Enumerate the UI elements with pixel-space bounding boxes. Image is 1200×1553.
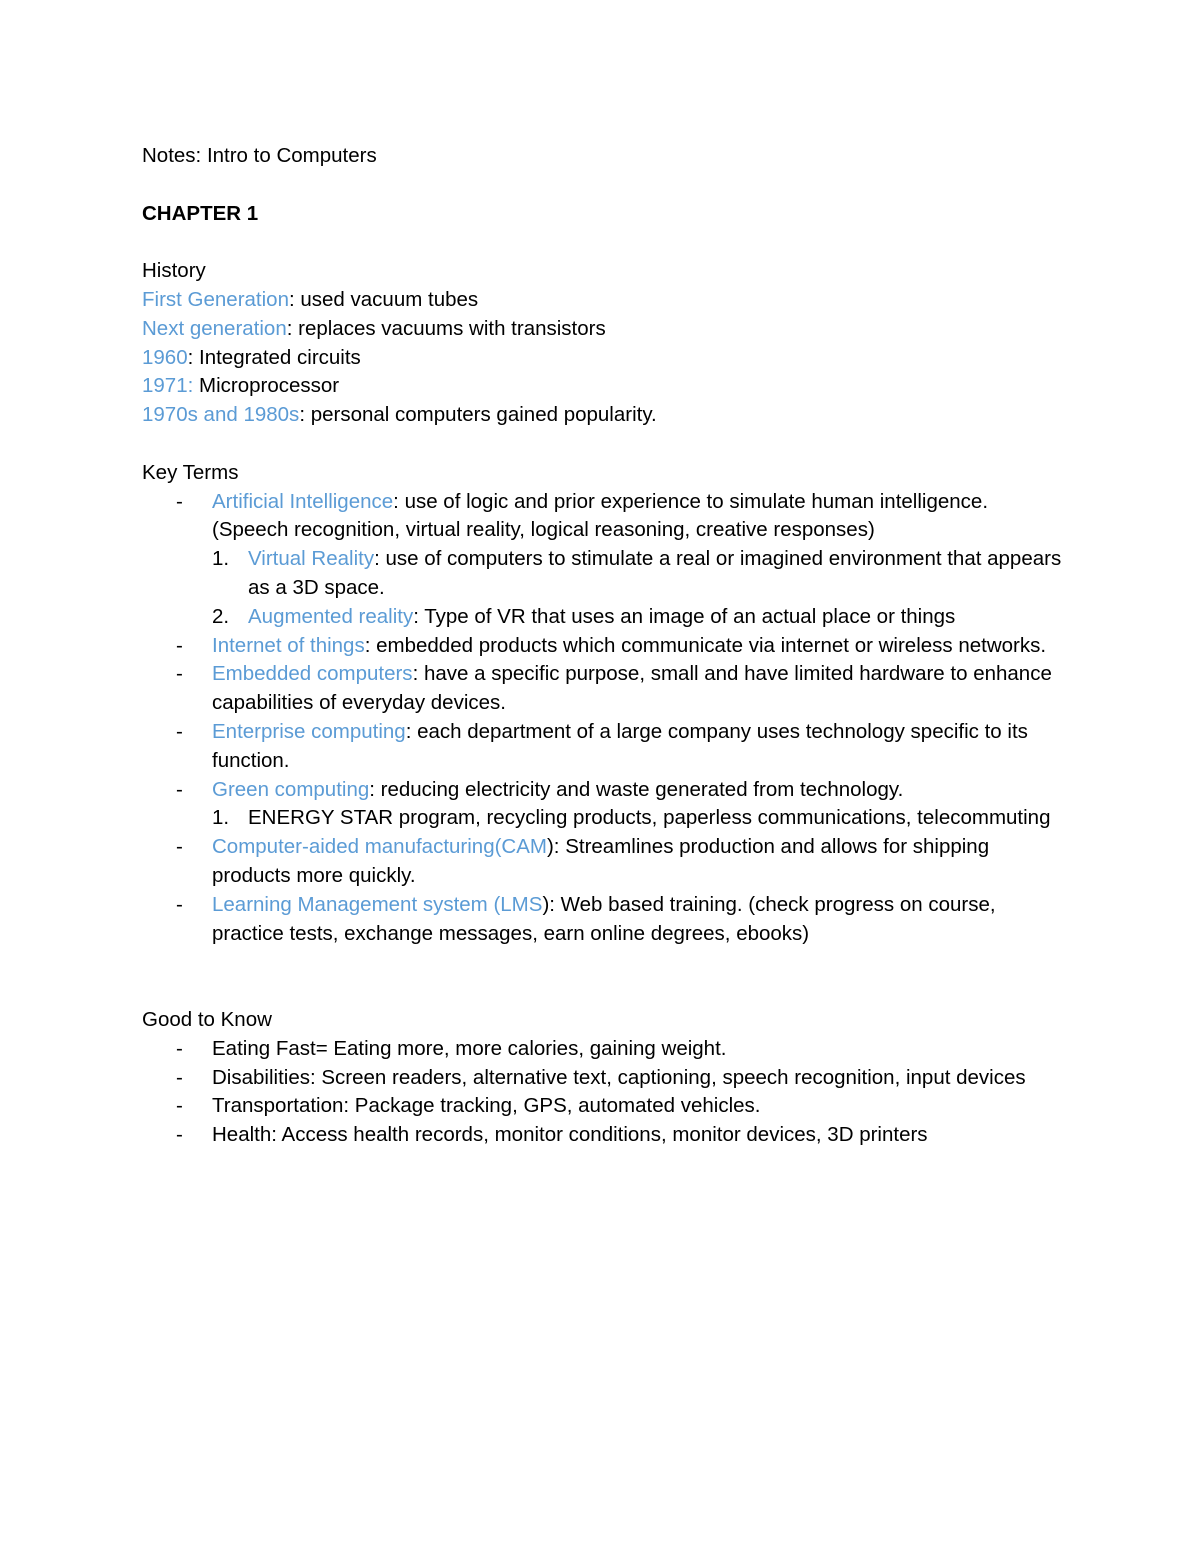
- key-term-definition: : embedded products which communicate via internet or wireless networks.: [364, 633, 1047, 657]
- history-text: : replaces vacuums with transistors: [286, 316, 606, 340]
- key-term-item: [142, 488, 1062, 546]
- key-term-item: [142, 718, 1062, 776]
- history-term: 1970s and 1980s: [142, 403, 300, 427]
- key-term-item: [142, 632, 1062, 661]
- history-entry: [142, 372, 1062, 401]
- bullet-dash: -: [176, 1036, 183, 1060]
- key-term: Embedded computers: [212, 662, 413, 686]
- key-term: Green computing: [212, 777, 370, 801]
- key-term: Learning Management system (LMS: [212, 892, 543, 916]
- sub-term-definition: ENERGY STAR program, recycling products, paperless communications, telecommuting: [248, 806, 1051, 830]
- bullet-dash: -: [176, 1094, 183, 1118]
- spacer: [142, 171, 1062, 200]
- good-to-know-text: Eating Fast= Eating more, more calories, gaining weight.: [212, 1036, 727, 1060]
- key-term-subitem: [142, 545, 1062, 603]
- key-term-item: [142, 833, 1062, 891]
- history-text: : personal computers gained popularity.: [299, 403, 657, 427]
- document-content: [142, 142, 1062, 1150]
- key-term-item: [142, 660, 1062, 718]
- good-to-know-text: Transportation: Package tracking, GPS, automated vehicles.: [212, 1094, 761, 1118]
- good-to-know-heading: Good to Know: [142, 1007, 272, 1031]
- bullet-dash: -: [176, 719, 183, 743]
- bullet-dash: -: [176, 835, 183, 859]
- subitem-number: 1.: [212, 547, 230, 571]
- bullet-dash: -: [176, 633, 183, 657]
- key-term: Artificial Intelligence: [212, 489, 394, 513]
- history-text: : Integrated circuits: [187, 345, 361, 369]
- history-entry: [142, 286, 1062, 315]
- sub-term-definition: : Type of VR that uses an image of an actual place or things: [413, 604, 956, 628]
- bullet-dash: -: [176, 892, 183, 916]
- key-term: Enterprise computing: [212, 719, 406, 743]
- key-term-item: [142, 891, 1062, 949]
- history-entry: [142, 401, 1062, 430]
- chapter-heading: CHAPTER 1: [142, 201, 259, 225]
- sub-term-definition: : use of computers to stimulate a real or imagined environment that appears as a 3D space.: [248, 547, 1062, 599]
- key-term-definition: ): Streamlines production and allows for shipping products more quickly.: [212, 835, 990, 887]
- subitem-number: 2.: [212, 604, 230, 628]
- key-term: Internet of things: [212, 633, 365, 657]
- history-entry: [142, 315, 1062, 344]
- history-term: Next generation: [142, 316, 287, 340]
- good-to-know-item: [142, 1092, 1062, 1121]
- key-term-definition: ): Web based training. (check progress on course, practice tests, exchange messages, earn online degrees, ebooks): [212, 892, 996, 945]
- history-term: 1960: [142, 345, 188, 369]
- bullet-dash: -: [176, 1065, 183, 1089]
- spacer: [142, 948, 1062, 1006]
- good-to-know-text: Health: Access health records, monitor conditions, monitor devices, 3D printers: [212, 1123, 928, 1147]
- sub-term: Virtual Reality: [248, 547, 375, 571]
- key-term-item: [142, 776, 1062, 805]
- document-title: Notes: Intro to Computers: [142, 144, 377, 167]
- history-text: : used vacuum tubes: [288, 287, 479, 311]
- key-term-subitem: [142, 603, 1062, 632]
- good-to-know-item: [142, 1121, 1062, 1150]
- bullet-dash: -: [176, 1123, 183, 1147]
- bullet-dash: -: [176, 489, 183, 513]
- good-to-know-text: Disabilities: Screen readers, alternative text, captioning, speech recognition, input devices: [212, 1065, 1026, 1089]
- key-term: Computer-aided manufacturing(CAM: [212, 835, 547, 859]
- key-term-definition: : reducing electricity and waste generated from technology.: [369, 777, 904, 801]
- history-entry: [142, 344, 1062, 373]
- good-to-know-item: [142, 1064, 1062, 1093]
- history-heading: History: [142, 259, 206, 283]
- bullet-dash: -: [176, 777, 183, 801]
- history-term: 1971:: [142, 374, 194, 398]
- good-to-know-item: [142, 1035, 1062, 1064]
- spacer: [142, 228, 1062, 257]
- key-term-subitem: [142, 804, 1062, 833]
- history-term: First Generation: [142, 287, 289, 311]
- bullet-dash: -: [176, 662, 183, 686]
- key-term-definition: : each department of a large company uses technology specific to its function.: [212, 719, 1028, 772]
- spacer: [142, 430, 1062, 459]
- key-term-definition: : have a specific purpose, small and have limited hardware to enhance capabilities of everyday devices.: [212, 662, 1052, 715]
- subitem-number: 1.: [212, 806, 230, 830]
- key-term-definition: : use of logic and prior experience to simulate human intelligence. (Speech recognition, virtual reality, logical reasoning, creative responses): [212, 489, 989, 542]
- history-text: Microprocessor: [193, 374, 340, 398]
- key-terms-heading: Key Terms: [142, 460, 239, 484]
- sub-term: Augmented reality: [248, 604, 414, 628]
